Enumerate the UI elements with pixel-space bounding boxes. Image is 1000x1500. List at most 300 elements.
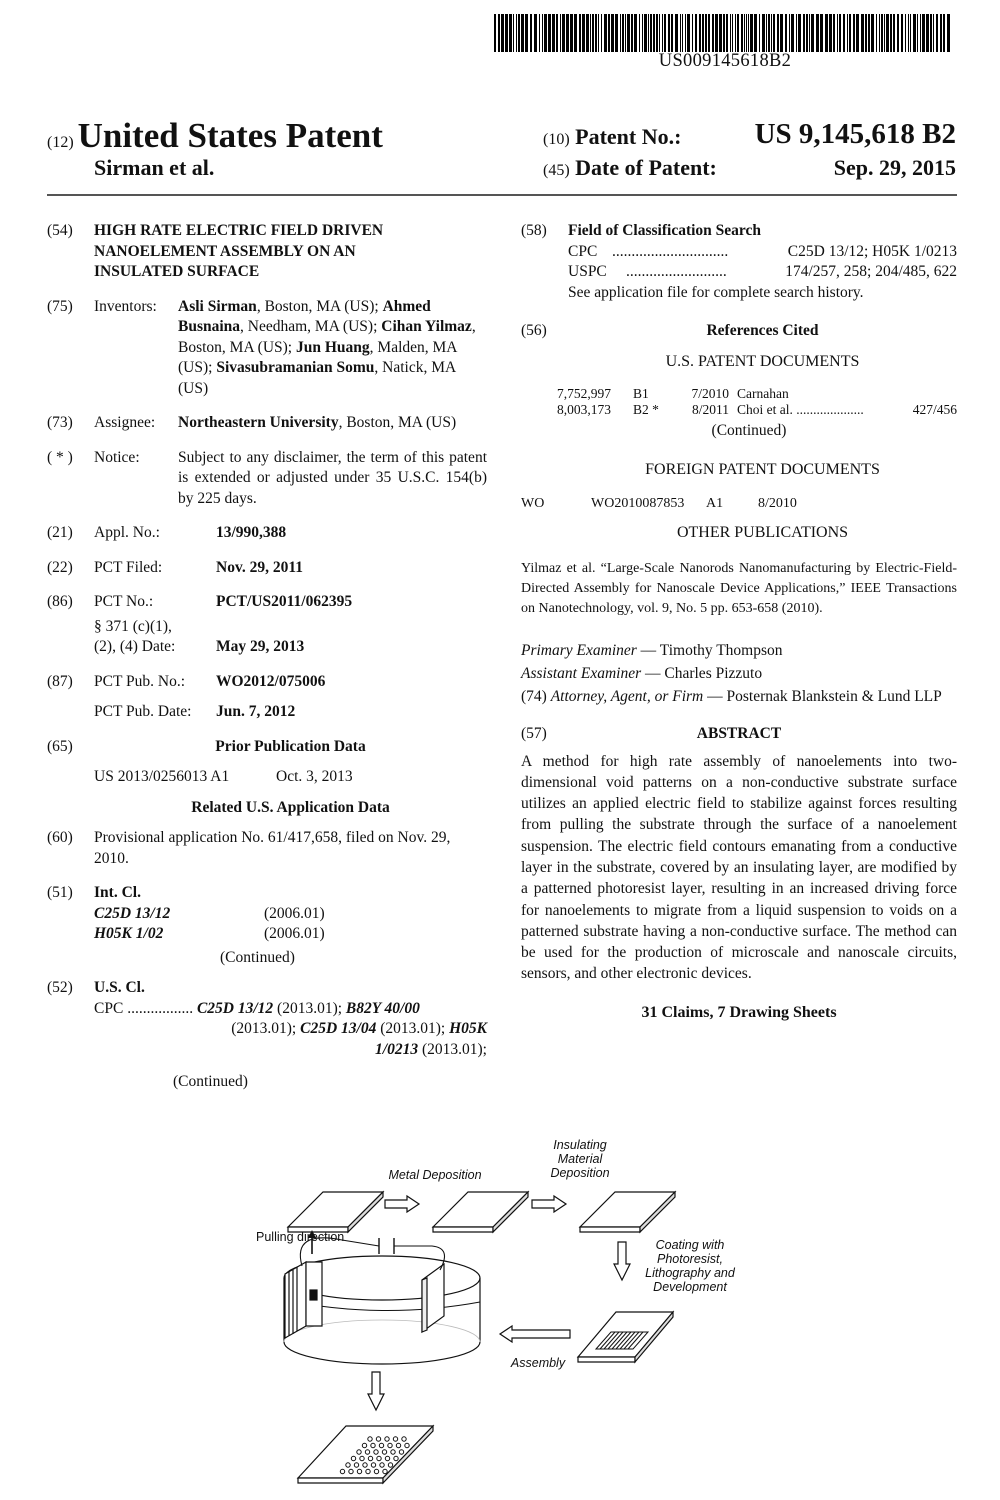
us-cl-line	[94, 1019, 487, 1040]
cpc-version: (2013.01);	[376, 1020, 450, 1037]
barcode-bar	[685, 14, 686, 52]
barcode-bar	[829, 14, 832, 52]
label-line: Development	[653, 1280, 727, 1294]
nanoelement-dot	[362, 1443, 366, 1447]
barcode-bar	[642, 14, 643, 52]
barcode-bar	[922, 14, 925, 52]
cpc-search-row	[568, 242, 957, 263]
barcode-bar	[518, 14, 520, 52]
barcode-bar	[590, 14, 591, 52]
s371-label-line: (2), (4) Date:	[94, 638, 176, 655]
barcode-bar	[708, 14, 710, 52]
nanoelement-dot	[402, 1437, 406, 1441]
int-cl-version: (2006.01)	[264, 904, 325, 922]
assembly-bath	[284, 1230, 480, 1364]
arrow-right-icon	[532, 1196, 566, 1212]
us-cl-body	[94, 978, 487, 1093]
uspc-search-row	[568, 262, 957, 283]
section-heading: U.S. Cl.	[94, 979, 145, 996]
barcode-bar	[664, 14, 666, 52]
barcode-bar	[744, 14, 745, 52]
barcode-bar	[833, 14, 835, 52]
patent-date: Sep. 29, 2015	[833, 155, 956, 180]
barcode-bar	[574, 14, 577, 52]
continued-note: (Continued)	[711, 422, 787, 439]
barcode-bar	[692, 14, 693, 52]
barcode-bar	[771, 14, 772, 52]
attorney	[521, 685, 957, 708]
search-history-note: See application file for complete search history.	[568, 283, 864, 301]
attorney-label: Attorney, Agent, or Firm	[550, 688, 704, 705]
provisional-field	[47, 828, 487, 869]
inid-code: ( * )	[47, 448, 73, 466]
inventors-list	[178, 297, 487, 400]
barcode-bar	[513, 14, 514, 52]
field-label	[94, 617, 216, 658]
right-column	[521, 221, 957, 1023]
barcode-bar	[853, 14, 855, 52]
field-label: Assignee:	[94, 414, 156, 431]
barcode-bar	[501, 14, 504, 52]
barcode-bar	[662, 14, 663, 52]
barcode-bar	[622, 14, 624, 52]
assignee-name: Northeastern University	[178, 414, 339, 431]
inventor-name: Jun Huang	[296, 338, 370, 356]
inid-code: (74)	[521, 688, 547, 705]
barcode-bar	[785, 14, 787, 52]
barcode-bar	[897, 14, 899, 52]
barcode-bar	[780, 14, 783, 52]
assignee-location: , Boston, MA (US)	[338, 414, 457, 431]
barcode-bar	[737, 14, 739, 52]
nanoelement-dot	[365, 1450, 369, 1454]
ref-class: 427/456	[912, 401, 957, 417]
barcode-bar	[849, 14, 851, 52]
int-cl-body	[94, 883, 487, 968]
barcode-bar	[741, 14, 743, 52]
field-label: Inventors:	[94, 297, 157, 315]
examiner-label: Assistant Examiner	[521, 665, 642, 682]
barcode-bar	[732, 14, 733, 52]
barcode-bar	[843, 14, 845, 52]
refs-heading-row	[521, 321, 957, 342]
barcode-bar	[726, 14, 728, 52]
nanoelement-dot	[371, 1443, 375, 1447]
field-label: Appl. No.:	[94, 524, 160, 541]
barcode-bar	[509, 14, 512, 52]
barcode-bar	[631, 14, 633, 52]
barcode-bar	[648, 14, 649, 52]
title-line: HIGH RATE ELECTRIC FIELD DRIVEN	[94, 222, 384, 239]
leader-dots: ..........................	[626, 263, 727, 280]
barcode-bar	[719, 14, 722, 52]
field-search-body	[568, 221, 957, 303]
barcode-bar	[789, 14, 790, 52]
spacer	[47, 798, 94, 819]
inventor-location: , Natick, MA (US)	[178, 359, 456, 397]
barcode-bar	[901, 14, 903, 52]
label-metal-deposition: Metal Deposition	[388, 1168, 482, 1182]
label-assembly: Assembly	[510, 1356, 566, 1370]
patent-number: US 9,145,618 B2	[754, 118, 956, 150]
appl-no-value: 13/990,388	[216, 524, 287, 541]
us-cl-line	[94, 1040, 487, 1061]
barcode-bar	[865, 14, 867, 52]
barcode-bar	[682, 14, 683, 52]
barcode-bar	[552, 14, 555, 52]
us-cl-field	[47, 978, 487, 1093]
cpc-class: B82Y 40/00	[345, 999, 420, 1017]
barcode-bar	[766, 14, 767, 52]
ref-kind: B2 *	[633, 401, 659, 417]
dash: —	[641, 665, 665, 682]
other-pubs-heading: OTHER PUBLICATIONS	[676, 523, 849, 541]
ref-name: Carnahan	[737, 386, 789, 401]
pct-pub-no-value: WO2012/075006	[216, 672, 326, 690]
barcode-bar	[811, 14, 814, 52]
ref-kind: A1	[706, 496, 724, 511]
barcode-bar	[620, 14, 621, 52]
barcode-bar	[498, 14, 500, 52]
barcode-bar	[627, 14, 630, 52]
label-line: Photoresist,	[656, 1252, 723, 1266]
ref-date: 8/2010	[758, 496, 797, 511]
inid-code: (21)	[47, 524, 73, 541]
inid-code: (73)	[47, 414, 73, 431]
uspc-search-value: 174/257, 258; 204/485, 622	[785, 263, 957, 280]
inid-code: (75)	[47, 297, 73, 315]
s371-field	[47, 617, 487, 658]
barcode-bar	[525, 14, 528, 52]
cpc-class: H05K	[449, 1020, 487, 1037]
us-reference-row	[521, 386, 957, 402]
ref-class	[902, 386, 957, 402]
continued-note: (Continued)	[173, 1073, 248, 1090]
pct-no-value: PCT/US2011/062395	[216, 593, 353, 610]
us-docs-heading: U.S. PATENT DOCUMENTS	[665, 352, 860, 370]
barcode-bar	[856, 14, 859, 52]
nanoelement-dot	[357, 1450, 361, 1454]
prior-pub-row	[47, 767, 487, 788]
arrow-down-icon	[368, 1372, 384, 1410]
barcode-bar	[534, 14, 537, 52]
label-line: Lithography and	[645, 1266, 735, 1280]
cpc-version: (2013.01);	[273, 999, 346, 1017]
barcode-bar	[839, 14, 841, 52]
field-label: PCT Pub. No.:	[94, 672, 186, 690]
inventors-field	[47, 297, 487, 400]
ref-kind: B1	[633, 386, 649, 401]
barcode-bar	[905, 14, 906, 52]
pct-filed-field	[47, 558, 487, 579]
barcode-bar	[639, 14, 640, 52]
assembled-substrate	[298, 1426, 433, 1483]
label-line: Coating with	[655, 1238, 725, 1252]
ref-patent-no: 7,752,997	[557, 386, 611, 401]
int-cl-class: H05K 1/02	[94, 925, 164, 942]
nanoelement-dot	[383, 1469, 387, 1473]
barcode-bar	[886, 14, 889, 52]
nanoelement-dot	[393, 1437, 397, 1441]
barcode-bar	[943, 14, 945, 52]
pct-no-field	[47, 592, 487, 613]
nanoelement-dot	[346, 1463, 350, 1467]
nanoelement-dot	[405, 1443, 409, 1447]
prior-pub-number: US 2013/0256013 A1	[94, 768, 230, 785]
barcode-bar	[680, 14, 681, 52]
leader-dots: .................	[127, 999, 194, 1017]
section-heading: References Cited	[706, 322, 819, 339]
barcode-bar	[562, 14, 565, 52]
barcode-bar	[746, 14, 747, 52]
uspc-label: USPC	[568, 263, 607, 280]
barcode-bar	[748, 14, 749, 52]
claims-summary: 31 Claims, 7 Drawing Sheets	[641, 1003, 837, 1021]
field-search	[521, 221, 957, 303]
barcode-bar	[570, 14, 573, 52]
inid-code: (87)	[47, 672, 73, 690]
nanoelement-dot	[360, 1456, 364, 1460]
barcode-bar	[933, 14, 934, 52]
examiner-name: Timothy Thompson	[659, 642, 783, 659]
barcode-bar	[705, 14, 707, 52]
ref-name-cell	[737, 402, 902, 418]
barcode-bar	[494, 14, 496, 52]
barcode-bar	[586, 14, 589, 52]
s371-date-value: May 29, 2013	[216, 637, 305, 655]
ref-country: WO	[521, 496, 545, 511]
nanoelement-dot	[380, 1463, 384, 1467]
barcode-bar	[675, 14, 678, 52]
barcode-bar	[917, 14, 918, 52]
int-cl-field	[47, 883, 487, 968]
nanoelement-dot	[388, 1443, 392, 1447]
barcode-bar	[611, 14, 614, 52]
related-heading-row	[47, 798, 487, 819]
barcode-bar	[542, 14, 543, 52]
barcode-bar	[796, 14, 797, 52]
barcode-bar	[820, 14, 823, 52]
inventor-name: Cihan Yilmaz	[381, 318, 472, 335]
barcode-bar	[723, 14, 725, 52]
inventor-location: , Needham, MA (US);	[240, 318, 382, 335]
barcode-bar	[735, 14, 736, 52]
barcode-bar	[730, 14, 731, 52]
inventor-name: Ahmed Busnaina	[178, 297, 431, 335]
label-pulling-direction: Pulling direction	[256, 1230, 345, 1244]
ref-patent-no: 8,003,173	[557, 401, 611, 417]
barcode-bar	[544, 14, 547, 52]
barcode-bar	[712, 14, 714, 52]
int-cl-row	[94, 904, 487, 925]
barcode-bar	[560, 14, 561, 52]
ref-patent-no: WO2010087853	[591, 496, 685, 511]
continued-note: (Continued)	[220, 948, 295, 966]
barcode-bar	[582, 14, 585, 52]
barcode-bar	[530, 14, 532, 52]
barcode-bar	[505, 14, 508, 52]
inid-code: (52)	[47, 979, 73, 996]
field-label: Notice:	[94, 448, 140, 466]
barcode	[494, 14, 956, 52]
barcode-bar	[668, 14, 670, 52]
barcode-bar	[592, 14, 594, 52]
barcode-bar	[930, 14, 932, 52]
barcode-bar	[809, 14, 810, 52]
nanoelement-dot	[391, 1450, 395, 1454]
barcode-bar	[871, 14, 874, 52]
section-heading: Prior Publication Data	[215, 737, 366, 755]
barcode-bar	[926, 14, 929, 52]
inid-code: (57)	[521, 725, 547, 742]
barcode-bar	[598, 14, 599, 52]
nanoelement-dot	[357, 1469, 361, 1473]
barcode-bar	[759, 14, 760, 52]
examiner-label: Primary Examiner	[521, 642, 637, 659]
label-line: Insulating	[553, 1138, 607, 1152]
barcode-bar	[671, 14, 673, 52]
nanoelement-dot	[349, 1469, 353, 1473]
inid-code: (45)	[543, 162, 570, 179]
section-heading: Field of Classification Search	[568, 222, 762, 239]
nanoelement-dot	[374, 1450, 378, 1454]
nanoelement-dot	[382, 1450, 386, 1454]
inventor-location: , Malden, MA (US);	[178, 338, 457, 376]
barcode-bar	[791, 14, 794, 52]
barcode-number: US009145618B2	[658, 51, 792, 71]
nanoelement-dot	[340, 1469, 344, 1473]
barcode-bar	[687, 14, 690, 52]
header-divider	[47, 194, 957, 196]
first-inventor: Sirman et al.	[94, 155, 215, 180]
attorney-name: Posternak Blankstein & Lund LLP	[726, 688, 942, 705]
inid-code: (86)	[47, 593, 73, 610]
abstract-heading: ABSTRACT	[696, 725, 782, 742]
barcode-bar	[516, 14, 517, 52]
section-heading: Int. Cl.	[94, 884, 141, 901]
nanoelement-dot	[376, 1437, 380, 1441]
barcode-bar	[825, 14, 828, 52]
nanoelement-dot	[371, 1463, 375, 1467]
inid-code: (10)	[543, 131, 570, 148]
cpc-class: 1/0213	[375, 1040, 419, 1058]
barcode-bar	[868, 14, 870, 52]
barcode-bar	[521, 14, 524, 52]
barcode-bar	[876, 14, 877, 52]
abstract-heading-row	[521, 724, 957, 745]
arrow-right-icon	[385, 1196, 419, 1212]
barcode-bar	[595, 14, 597, 52]
primary-examiner	[521, 639, 957, 662]
patent-number-label	[543, 124, 681, 150]
barcode-bar	[579, 14, 581, 52]
barcode-bar	[837, 14, 838, 52]
barcode-bar	[847, 14, 848, 52]
section-heading: Related U.S. Application Data	[191, 798, 390, 816]
nanoelement-dot	[399, 1450, 403, 1454]
nanoelement-dot	[354, 1463, 358, 1467]
dash: —	[636, 642, 660, 659]
barcode-bar	[816, 14, 819, 52]
barcode-bar	[773, 14, 775, 52]
barcode-bar	[910, 14, 911, 52]
title-line: NANOELEMENT ASSEMBLY ON AN	[94, 242, 356, 260]
pct-filed-value: Nov. 29, 2011	[216, 558, 303, 576]
left-column	[47, 221, 487, 1107]
patent-no-label: Patent No.:	[575, 124, 682, 149]
field-label: PCT Filed:	[94, 558, 163, 576]
spacer	[47, 617, 94, 658]
barcode-bar	[750, 14, 753, 52]
nanoelement-dot	[351, 1456, 355, 1460]
barcode-bar	[644, 14, 647, 52]
barcode-bar	[913, 14, 916, 52]
us-cl-line	[94, 999, 487, 1020]
label-line: Deposition	[550, 1166, 610, 1180]
nanoelement-dot	[385, 1437, 389, 1441]
barcode-bar	[762, 14, 765, 52]
ref-date: 7/2010	[691, 386, 729, 401]
assignee-value	[178, 413, 487, 434]
inventor-name: Asli Sirman	[178, 297, 257, 315]
nanoelement-dot	[374, 1469, 378, 1473]
barcode-bar	[861, 14, 864, 52]
pct-pub-date-value: Jun. 7, 2012	[216, 703, 296, 720]
inid-code: (51)	[47, 884, 73, 901]
barcode-bar	[777, 14, 779, 52]
nanoelement-dot	[368, 1437, 372, 1441]
barcode-bar	[625, 14, 626, 52]
ref-date: 8/2011	[692, 401, 729, 417]
nanoelement-dot	[379, 1443, 383, 1447]
cpc-label: CPC	[94, 999, 124, 1017]
pct-pub-date-field	[47, 702, 487, 723]
inventor-location: , Boston, MA (US);	[178, 318, 476, 356]
barcode-bar	[884, 14, 885, 52]
pct-pub-no-field	[47, 672, 487, 693]
barcode-bar	[715, 14, 718, 52]
nanoelement-dot	[388, 1463, 392, 1467]
patent-date-label	[543, 155, 717, 181]
barcode-bar	[634, 14, 637, 52]
foreign-docs-heading: FOREIGN PATENT DOCUMENTS	[645, 460, 880, 478]
barcode-bar	[947, 14, 950, 52]
nanoelement-dot	[385, 1456, 389, 1460]
field-label: PCT Pub. Date:	[94, 703, 192, 720]
title-line: INSULATED SURFACE	[94, 263, 260, 280]
barcode-bar	[806, 14, 808, 52]
barcode-bar	[650, 14, 652, 52]
barcode-bar	[556, 14, 558, 52]
cpc-class: C25D 13/04	[300, 1020, 377, 1037]
barcode-bar	[548, 14, 551, 52]
inventor-location: , Boston, MA (US);	[256, 297, 383, 315]
s371-label-line: § 371 (c)(1),	[94, 617, 172, 635]
document-type: United States Patent	[77, 116, 383, 155]
patent-title	[94, 221, 487, 283]
examiner-name: Charles Pizzuto	[664, 665, 763, 682]
leader-dots: ..............................	[612, 242, 729, 260]
barcode-bar	[653, 14, 655, 52]
us-reference-row	[521, 402, 957, 418]
provisional-text: Provisional application No. 61/417,658, filed on Nov. 29, 2010.	[94, 829, 451, 867]
int-cl-class: C25D 13/12	[94, 904, 171, 922]
barcode-bar	[695, 14, 697, 52]
arrow-down-icon	[614, 1242, 630, 1280]
dash: —	[703, 688, 727, 705]
int-cl-row	[94, 924, 487, 945]
barcode-bar	[699, 14, 701, 52]
